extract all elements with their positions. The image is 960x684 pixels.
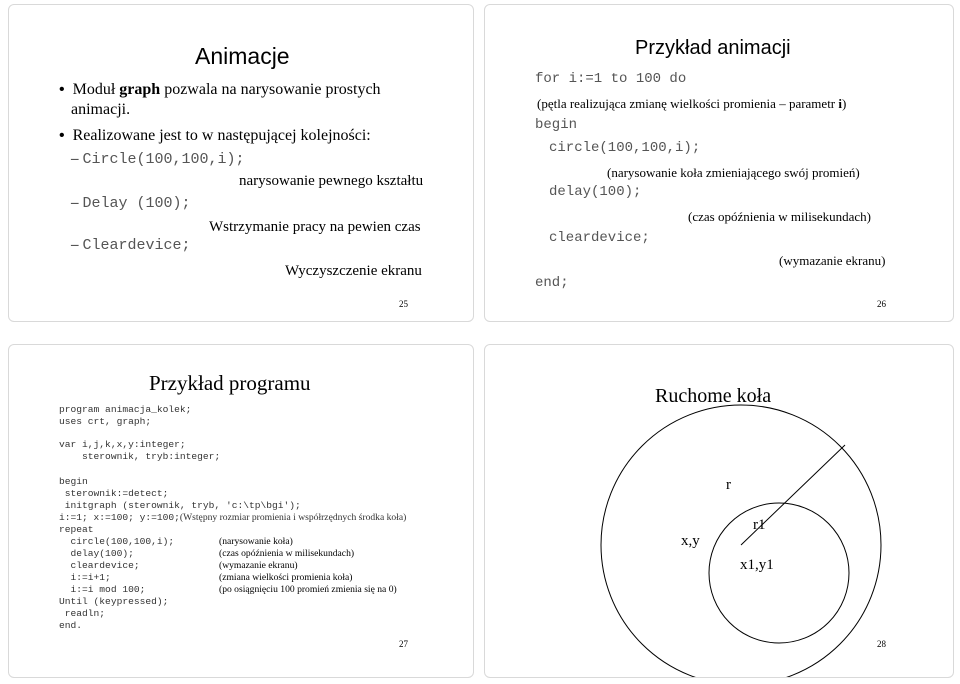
sub-item-2: – Delay (100); (71, 195, 191, 212)
code-line: i:=i mod 100; (59, 584, 146, 595)
sub-item-1-desc: narysowanie pewnego kształtu (239, 173, 424, 189)
code-line: sterownik, tryb:integer; (59, 451, 221, 462)
comment-circle: (narysowanie koła zmieniającego swój promień) (607, 165, 860, 180)
comment-delay: (czas opóźnienia w milisekundach) (688, 209, 872, 224)
code-line: repeat (59, 524, 94, 535)
note-init: (Wstępny rozmiar promienia i współrzędnych środka koła) (179, 512, 407, 523)
slide-title: Ruchome koła (655, 385, 772, 407)
bullet-icon: • (59, 81, 65, 98)
slide-28 (484, 344, 954, 678)
code-line: program animacja_kolek; (59, 404, 192, 415)
sub-item-3-desc: Wyczyszczenie ekranu (285, 263, 422, 279)
code-line: initgraph (sterownik, tryb, 'c:\tp\bgi'); (59, 500, 301, 511)
label-xy: x,y (681, 533, 700, 549)
outer-circle (601, 405, 881, 678)
code-line: cleardevice; (59, 560, 140, 571)
code-cleardevice: cleardevice; (549, 230, 650, 246)
code-begin: begin (535, 117, 578, 133)
slide-25 (8, 4, 474, 322)
code-end: end; (535, 275, 569, 291)
bullet-1-line-1: • Moduł graph pozwala na narysowanie prostych (59, 81, 381, 98)
circles-diagram (485, 345, 954, 678)
bullet-2: • Realizowane jest to w następującej kolejności: (59, 127, 371, 144)
note: (czas opóźnienia w milisekundach) (219, 548, 355, 559)
sub-item-1: – Circle(100,100,i); (71, 151, 245, 168)
code-circle: circle(100,100,i); (549, 140, 701, 156)
slide-27 (8, 344, 474, 678)
code-line: readln; (59, 608, 106, 619)
slide-26 (484, 4, 954, 322)
code-delay: delay(100); (549, 184, 642, 200)
dash-icon: – (71, 195, 79, 211)
slide-title: Przykład animacji (635, 37, 791, 59)
code-line: circle(100,100,i); (59, 536, 175, 547)
slide-title: Przykład programu (149, 371, 311, 395)
dash-icon: – (71, 237, 79, 253)
slide-title: Animacje (195, 43, 290, 69)
code-line: delay(100); (59, 548, 134, 559)
code-line: Until (keypressed); (59, 596, 169, 607)
code-line: uses crt, graph; (59, 416, 152, 427)
note: (po osiągnięciu 100 promień zmienia się na 0) (219, 584, 397, 595)
code-line: var i,j,k,x,y:integer; (59, 439, 186, 450)
code-line: i:=1; x:=100; y:=100;(Wstępny rozmiar promienia i współrzędnych środka koła) (59, 512, 407, 523)
label-x1y1: x1,y1 (740, 557, 774, 573)
bullet-icon: • (59, 127, 65, 144)
code-for: for i:=1 to 100 do (535, 71, 687, 87)
note: (wymazanie ekranu) (219, 560, 298, 571)
code-line: end. (59, 620, 83, 631)
label-r: r (726, 477, 731, 493)
comment-cleardevice: (wymazanie ekranu) (779, 253, 886, 268)
label-r1: r1 (753, 517, 766, 533)
page-number: 25 (399, 299, 408, 309)
page-number: 27 (399, 639, 408, 649)
inner-circle (709, 503, 849, 643)
code-line: begin (59, 476, 88, 487)
code-line: sterownik:=detect; (59, 488, 169, 499)
comment-loop: (pętla realizująca zmianę wielkości promienia – parametr i) (537, 96, 847, 111)
page-number: 26 (877, 299, 886, 309)
sub-item-2-desc: Wstrzymanie pracy na pewien czas (209, 219, 421, 235)
page-number: 28 (877, 639, 886, 649)
bullet-1-line-2: animacji. (71, 101, 131, 118)
note: (zmiana wielkości promienia koła) (219, 572, 353, 583)
code-line: i:=i+1; (59, 572, 111, 583)
note: (narysowanie koła) (219, 536, 293, 547)
sub-item-3: – Cleardevice; (71, 237, 191, 254)
dash-icon: – (71, 151, 79, 167)
